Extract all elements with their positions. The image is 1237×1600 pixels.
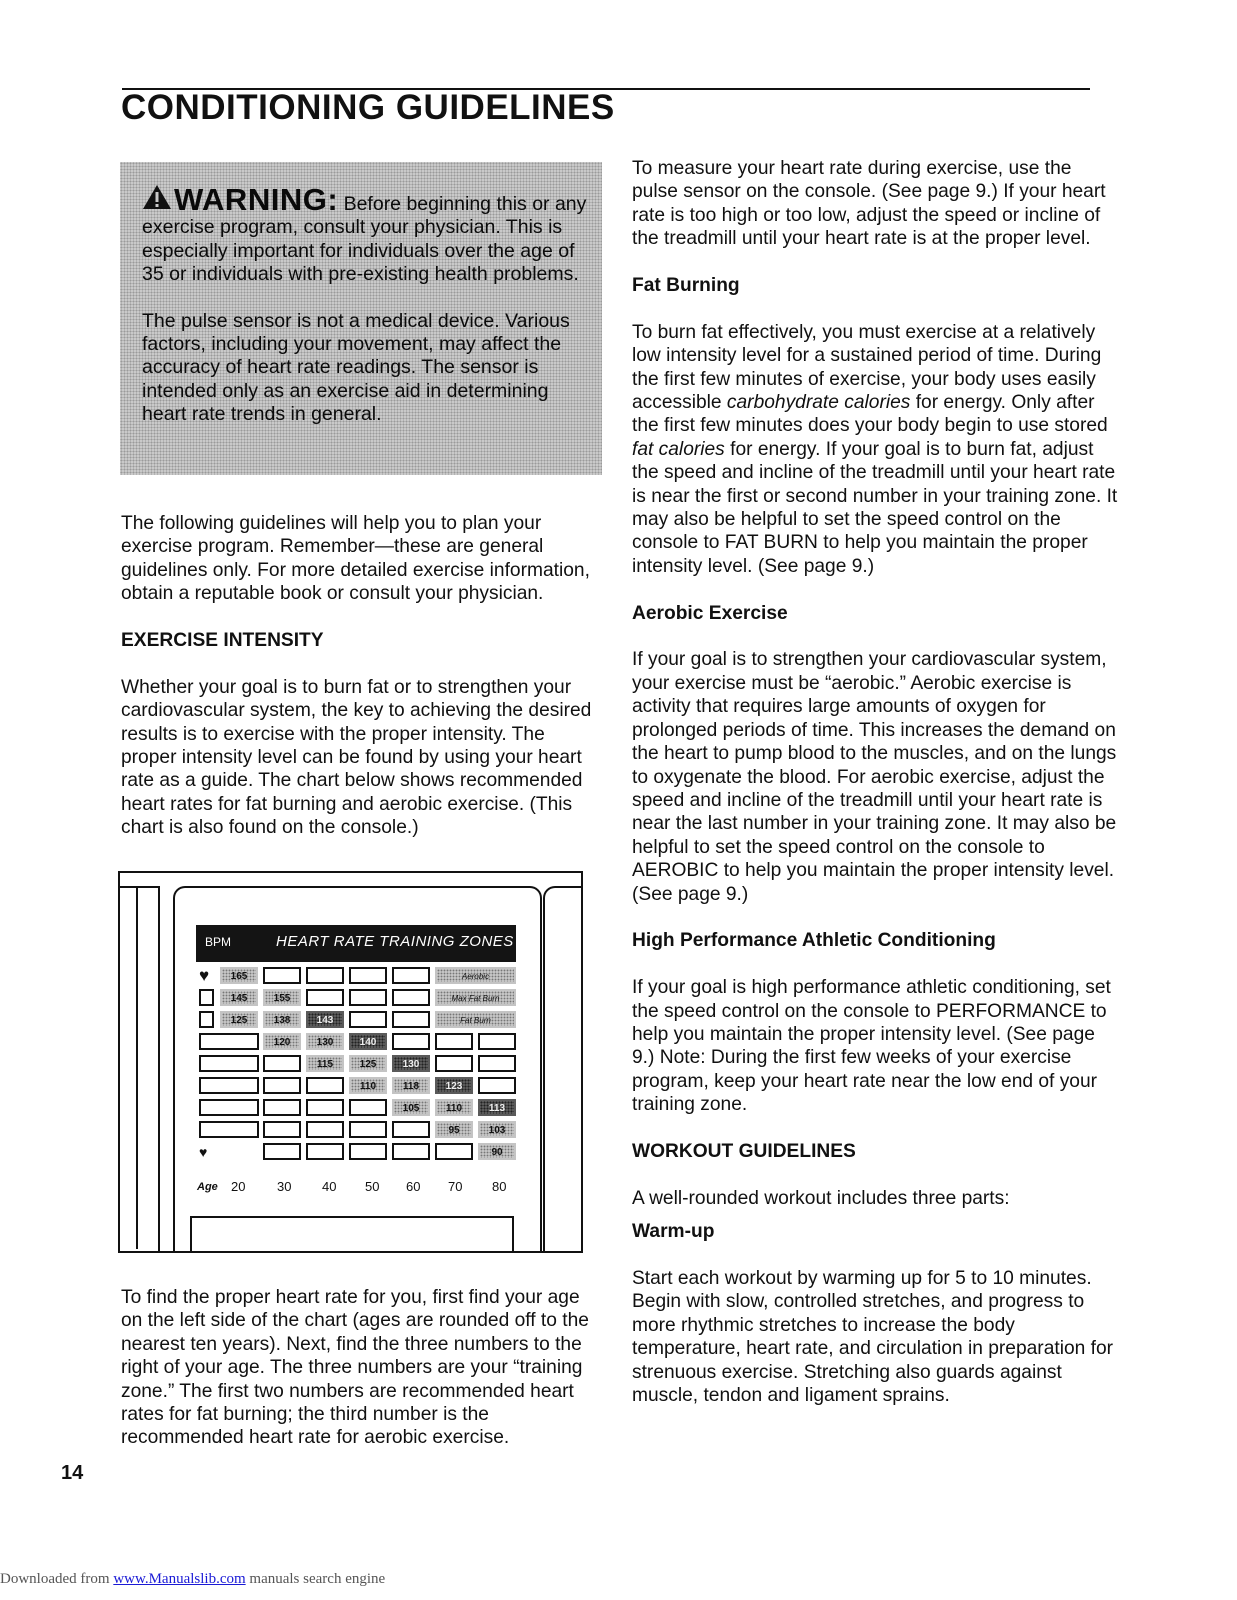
age-tick: 40: [322, 1179, 337, 1194]
high-performance-paragraph: If your goal is high performance athletic conditioning, set the speed control on the console to PERFORMANCE to help you maintain the proper intensity level. (See page 9.) Note: During the first few weeks of your exercise program, keep your heart rate near the low end of your training zone.: [632, 977, 1111, 1116]
warning-box: [120, 162, 602, 475]
zone-cell: 140: [349, 1033, 387, 1050]
zone-cell: [263, 1143, 301, 1160]
zone-cell: 90: [478, 1143, 516, 1160]
zone-cell: [263, 1121, 301, 1138]
zone-cell: [392, 1121, 430, 1138]
right-column: [632, 157, 1122, 1431]
chart-header: [196, 925, 516, 962]
zone-cell: [263, 1077, 301, 1094]
download-footer: Downloaded from www.Manualslib.com manuals search engine: [0, 1571, 386, 1587]
zone-cell: 110: [349, 1077, 387, 1094]
zone-cell: [435, 1143, 473, 1160]
find-rate-paragraph: To find the proper heart rate for you, first find your age on the left side of the chart (ages are rounded off to the nearest ten years). Next, find the three numbers to the right of your age. The three numbers are your “training zone.” The first two numbers are recommended heart rates for fat burning; the third number is the recommended heart rate for aerobic exercise.: [121, 1287, 589, 1449]
zone-cell: [349, 1011, 387, 1028]
warning-text-1: Before beginning this or any exercise program, consult your physician. This is especially important for individuals over the age of 35 or individuals with pre-existing health problems.: [142, 193, 587, 286]
warmup-paragraph: Start each workout by warming up for 5 to 10 minutes. Begin with slow, controlled stretches, and progress to more rhythmic stretches to increase the body temperature, heart rate, and circulation in preparation for strenuous exercise. Stretching also guards against muscle, tendon and ligament sprains.: [632, 1267, 1114, 1406]
heart-icon-top: ♥: [199, 966, 210, 985]
zone-cell: [392, 1033, 430, 1050]
zone-cell: 165: [220, 967, 258, 984]
zone-cell: [306, 989, 344, 1006]
zone-cell: [392, 1143, 430, 1160]
left-column: [121, 512, 603, 863]
bpm-label: BPM: [205, 935, 232, 949]
row-indicator: [199, 989, 214, 1006]
age-tick: 80: [492, 1179, 507, 1194]
intro-paragraph: The following guidelines will help you to plan your exercise program. Remember—these are general guidelines only. For more detailed exercise information, obtain a reputable book or consult your physician.: [121, 513, 590, 605]
page-title: CONDITIONING GUIDELINES: [121, 88, 615, 127]
exercise-intensity-paragraph: Whether your goal is to burn fat or to strengthen your cardiovascular system, the key to achieving the desired results is to exercise with the proper intensity. The proper intensity level can be found by using your heart rate as a guide. The chart below shows recommended heart rates for fat burning and aerobic exercise. (This chart is also found on the console.): [121, 676, 592, 839]
zone-cell: 95: [435, 1121, 473, 1138]
zone-cell: [435, 1033, 473, 1050]
warning-para-2: The pulse sensor is not a medical device. Various factors, including your movement, may affect the accuracy of heart rate readings. The sensor is intended only as an exercise aid in determining heart rate trends in general.: [142, 309, 570, 426]
fat-burning-paragraph: To burn fat effectively, you must exercise at a relatively low intensity level for a sustained period of time. During the first few minutes of exercise, your body uses easily accessible carbohydrate calories for energy. Only after the first few minutes does your body begin to use stored fat calories for energy. If your goal is to burn fat, adjust the speed and incline of the treadmill until your heart rate is near the first or second number in your training zone. It may also be helpful to set the speed control on the console to FAT BURN to help you maintain the proper intensity level. (See page 9.): [632, 321, 1118, 577]
zone-cell: 120: [263, 1033, 301, 1050]
workout-paragraph: A well-rounded workout includes three parts:: [632, 1187, 1010, 1209]
zone-cell: 103: [478, 1121, 516, 1138]
row-indicator: [199, 1033, 259, 1050]
zone-cell: [392, 967, 430, 984]
heart-icon-bottom: ♥: [199, 1144, 208, 1160]
zone-cell: 110: [435, 1099, 473, 1116]
age-label: Age: [197, 1181, 218, 1193]
zone-cell: 113: [478, 1099, 516, 1116]
zone-label-cell: Aerobic: [435, 967, 516, 984]
zone-label-cell: Max Fat Burn: [435, 989, 516, 1006]
fat-burning-heading: Fat Burning: [632, 275, 740, 297]
zone-cell: 118: [392, 1077, 430, 1094]
zone-cell: [306, 1099, 344, 1116]
zone-cell: [349, 1121, 387, 1138]
measure-paragraph: To measure your heart rate during exercise, use the pulse sensor on the console. (See page 9.) If your heart rate is too high or too low, adjust the speed or incline of the treadmill until your heart rate is at the proper level.: [632, 158, 1106, 250]
zone-cell: [349, 1099, 387, 1116]
age-tick: 60: [406, 1179, 421, 1194]
zone-cell: 115: [306, 1055, 344, 1072]
zone-cell: 145: [220, 989, 258, 1006]
row-indicator: [199, 1055, 259, 1072]
aerobic-heading: Aerobic Exercise: [632, 602, 788, 624]
zone-cell: 130: [306, 1033, 344, 1050]
warning-para-1: [142, 184, 590, 287]
chart-title: HEART RATE TRAINING ZONES: [276, 933, 514, 950]
zone-cell: [349, 989, 387, 1006]
warning-triangle-icon: [142, 184, 172, 216]
zone-cell: 123: [435, 1077, 473, 1094]
zone-cell: [306, 1077, 344, 1094]
row-indicator: [199, 1011, 214, 1028]
manualslib-link[interactable]: www.Manualslib.com: [113, 1571, 246, 1587]
warmup-heading: Warm-up: [632, 1221, 715, 1243]
high-performance-heading: High Performance Athletic Conditioning: [632, 930, 996, 952]
zone-cell: [435, 1055, 473, 1072]
zone-cell: 143: [306, 1011, 344, 1028]
zone-cell: [392, 989, 430, 1006]
zone-cell: [263, 967, 301, 984]
zone-cell: 155: [263, 989, 301, 1006]
zone-cell: [349, 1143, 387, 1160]
row-indicator: [199, 1121, 259, 1138]
zone-label-cell: Fat Burn: [435, 1011, 516, 1028]
zone-cell: [349, 967, 387, 984]
zone-cell: 130: [392, 1055, 430, 1072]
zone-cell: [478, 1055, 516, 1072]
row-indicator: [199, 1099, 259, 1116]
age-tick: 20: [231, 1179, 246, 1194]
zone-cell: 138: [263, 1011, 301, 1028]
zone-cell: [392, 1011, 430, 1028]
zone-cell: [306, 1143, 344, 1160]
age-tick: 50: [365, 1179, 380, 1194]
row-indicator: [199, 1077, 259, 1094]
zone-cell: 125: [220, 1011, 258, 1028]
zone-cell: [263, 1055, 301, 1072]
zone-cell: [306, 1121, 344, 1138]
find-rate-section: [121, 1286, 603, 1473]
age-tick: 70: [448, 1179, 463, 1194]
warning-heading: WARNING:: [174, 182, 339, 217]
workout-guidelines-heading: WORKOUT GUIDELINES: [632, 1140, 856, 1162]
zone-cell: [263, 1099, 301, 1116]
zone-cell: [478, 1077, 516, 1094]
exercise-intensity-heading: EXERCISE INTENSITY: [121, 630, 324, 652]
zone-cell: 105: [392, 1099, 430, 1116]
aerobic-paragraph: If your goal is to strengthen your cardiovascular system, your exercise must be “aerobic.” Aerobic exercise is activity that requires large amounts of oxygen for prolonged periods of time. This increases the demand on the heart to pump blood to the muscles, and on the lungs to oxygenate the blood. For aerobic exercise, adjust the speed and incline of the treadmill until your heart rate is near the last number in your training zone. It may also be helpful to set the speed control on the console to AEROBIC to help you maintain the proper intensity level. (See page 9.): [632, 649, 1117, 905]
page-number: 14: [61, 1462, 84, 1484]
zone-cell: 125: [349, 1055, 387, 1072]
age-tick: 30: [277, 1179, 292, 1194]
zone-cell: [306, 967, 344, 984]
zone-cell: [478, 1033, 516, 1050]
